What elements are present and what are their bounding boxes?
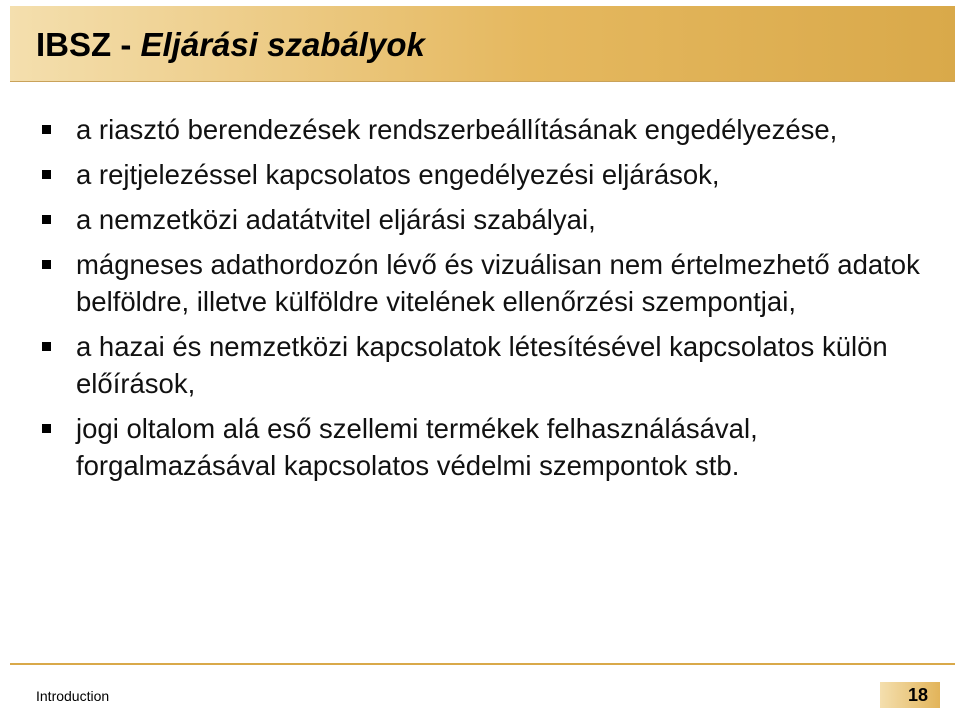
bullet-item [42,156,942,193]
slide-title-prefix: IBSZ - [36,26,141,63]
square-bullet-icon [42,424,51,433]
square-bullet-icon [42,215,51,224]
square-bullet-icon [42,342,51,351]
bullet-text: a nemzetközi adatátvitel eljárási szabályai, [76,204,596,235]
bullet-text: a rejtjelezéssel kapcsolatos engedélyezési eljárások, [76,159,720,190]
bullet-item [42,111,942,148]
footer-label: Introduction [36,688,110,704]
bullet-text: jogi oltalom alá eső szellemi termékek felhasználásával, forgalmazásával kapcsolatos védelmi szempontok stb. [76,413,758,481]
bullet-item [42,328,942,402]
square-bullet-icon [42,125,51,134]
title-bar [10,6,955,82]
bullet-text: a hazai és nemzetközi kapcsolatok létesítésével kapcsolatos külön előírások, [76,331,888,399]
bullet-item [42,246,942,320]
bullet-item [42,410,942,484]
bullet-list [42,111,942,492]
square-bullet-icon [42,170,51,179]
footer-divider [10,663,955,665]
bullet-text: a riasztó berendezések rendszerbeállításának engedélyezése, [76,114,838,145]
bullet-text: mágneses adathordozón lévő és vizuálisan nem értelmezhető adatok belföldre, illetve külföldre vitelének ellenőrzési szempontjai, [76,249,920,317]
page-number: 18 [880,682,940,708]
square-bullet-icon [42,260,51,269]
slide-title [36,26,425,64]
slide-title-italic: Eljárási szabályok [140,26,425,63]
bullet-item [42,201,942,238]
